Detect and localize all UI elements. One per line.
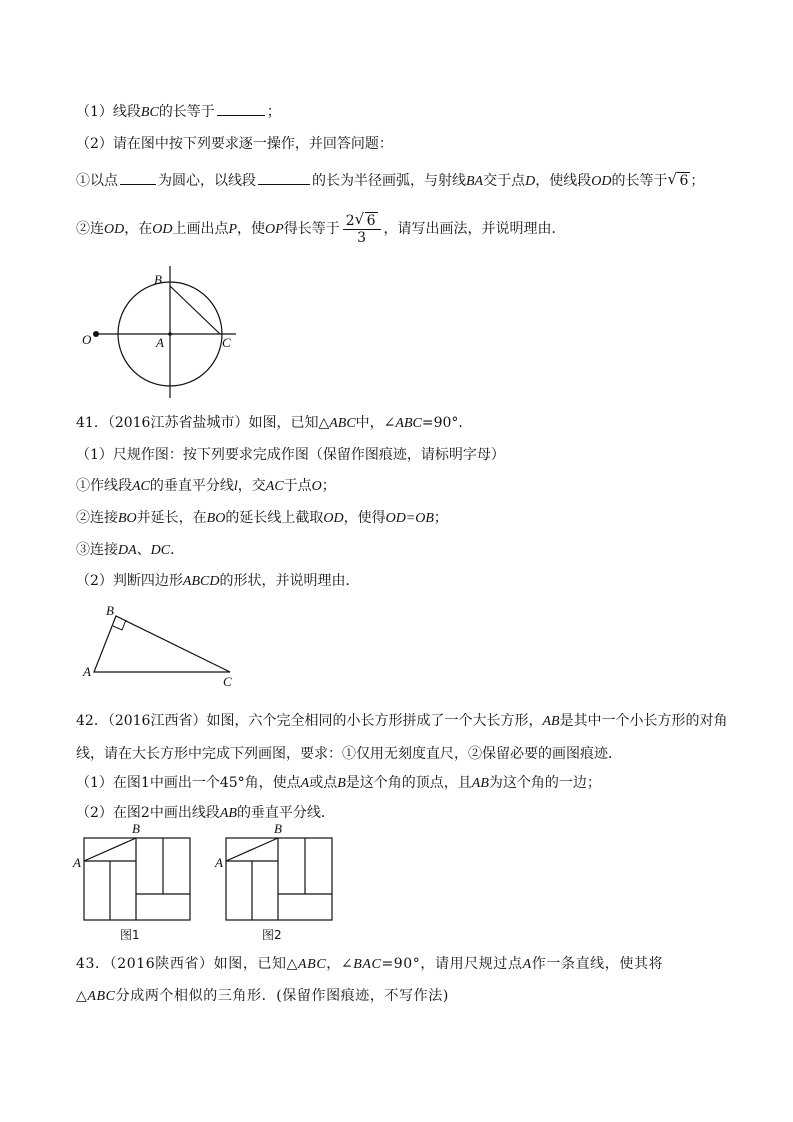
label-b: B [274, 821, 282, 836]
q40-part2: （2）请在图中按下列要求逐一操作，并回答问题： [76, 136, 393, 152]
segment-bc [170, 286, 220, 334]
q41-step1: ①作线段AC的垂直平分线l，交AC于点O； [76, 478, 336, 494]
answer-blank[interactable] [120, 170, 156, 185]
q40-circle-figure [80, 266, 250, 401]
q42-part1: （1）在图1中画出一个45°角，使点A或点B是这个角的顶点，且AB为这个角的一边； [76, 775, 601, 791]
point-a [168, 332, 172, 336]
q43-line1: 43．（2016陕西省）如图，已知△ABC，∠BAC=90°，请用尺规过点A作一条直线，使其将 [76, 956, 664, 972]
label-c: C [222, 335, 231, 350]
q40-part1: （1）线段BC的长等于 ； [76, 101, 281, 123]
label-a: A [73, 855, 81, 870]
q40-step2: ②连OD，在OD上画出点P，使OP得长等于 2 √ 6 3 ，请写出画法，并说明理由． [76, 209, 566, 246]
label-a: A [83, 664, 91, 679]
q43-line2: △ABC分成两个相似的三角形．(保留作图痕迹，不写作法) [76, 988, 449, 1004]
point-o [93, 331, 99, 337]
q41-step3: ③连接DA、DC． [76, 542, 185, 558]
label-b: B [154, 272, 162, 287]
label-o: O [82, 332, 92, 347]
q42-figure-2 [214, 822, 344, 944]
q41-triangle-figure [82, 602, 242, 688]
q41-part2: （2）判断四边形ABCD的形状，并说明理由． [76, 573, 360, 589]
right-angle-mark [113, 620, 126, 630]
answer-blank[interactable] [217, 101, 265, 116]
label-c: C [223, 674, 232, 689]
q42-part2: （2）在图2中画出线段AB的垂直平分线． [76, 805, 335, 821]
big-rectangle [84, 838, 190, 920]
big-rectangle [226, 838, 332, 920]
label-b: B [106, 603, 114, 618]
q40-step1: ①以点 为圆心，以线段 的长为半径画弧，与射线BA交于点D，使线段OD的长等于 √ 6 ； [76, 170, 705, 189]
diagonal-ab [84, 838, 136, 861]
fraction-expression: 2 √ 6 3 [343, 213, 381, 246]
label-b: B [132, 821, 140, 836]
q41-step2: ②连接BO并延长，在BO的延长线上截取OD，使得OD=OB； [76, 510, 448, 526]
triangle-abc [94, 616, 230, 672]
sqrt-expression: √ 6 [667, 170, 689, 189]
label-a: A [156, 335, 164, 350]
q42-figure-1 [72, 822, 202, 944]
q42-head: 42．（2016江西省）如图，六个完全相同的小长方形拼成了一个大长方形，AB是其中一个小长方形的对角线，请在大长方形中完成下列画图，要求：①仅用无刻度直尺，②保留必要的画图痕迹． [76, 713, 728, 762]
q41-head: 41．（2016江苏省盐城市）如图，已知△ABC中，∠ABC=90°． [76, 415, 473, 431]
diagonal-ab [226, 838, 278, 861]
label-a: A [215, 855, 223, 870]
figure-caption: 图1 [120, 928, 140, 942]
q41-part1: （1）尺规作图：按下列要求完成作图（保留作图痕迹，请标明字母） [76, 447, 505, 463]
figure-caption: 图2 [262, 928, 282, 942]
answer-blank[interactable] [258, 170, 310, 185]
